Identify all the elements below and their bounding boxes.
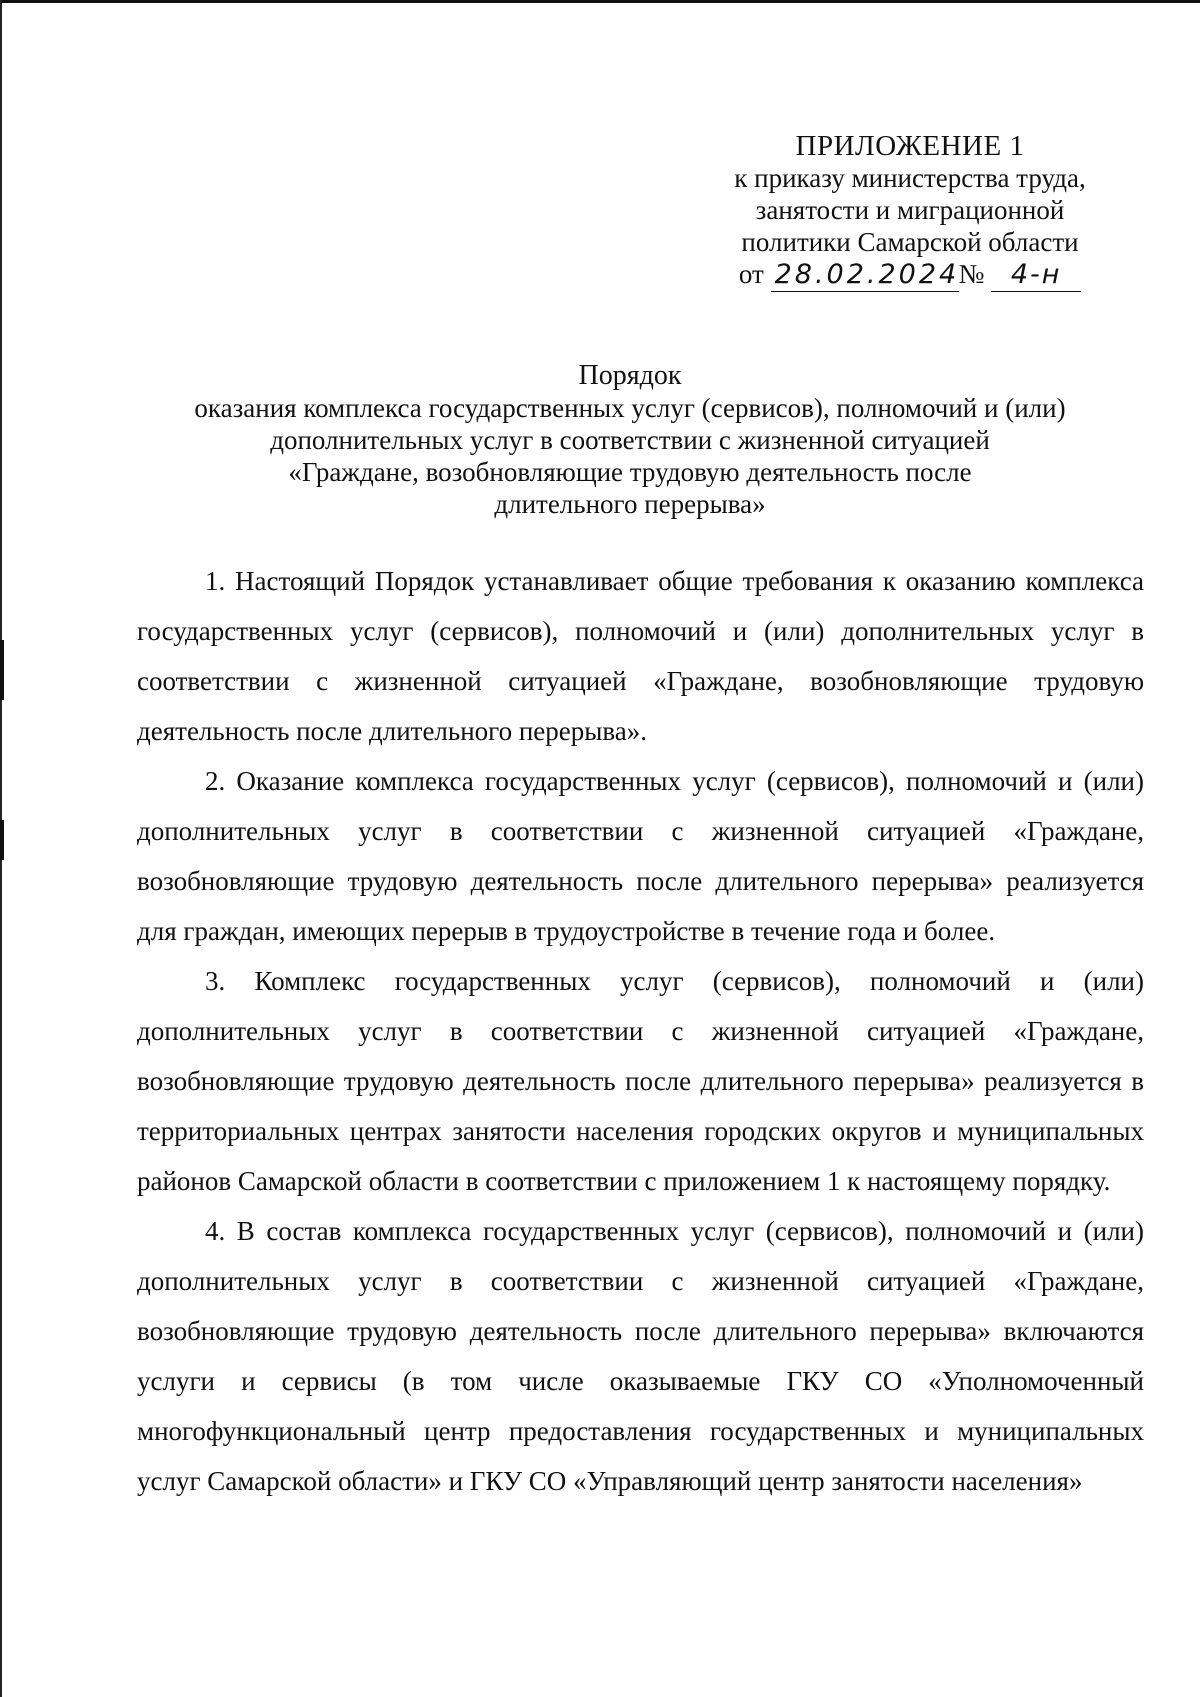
title-line-4: длительного перерыва»: [494, 489, 766, 519]
paragraph-2: 2. Оказание комплекса государственных услуг (сервисов), полномочий и (или) дополнительных услуг в соответствии с жизненной ситуацией «Граждане, возобновляющие трудовую деятельность после длительного перерыва» реализуется для граждан, имеющих перерыв в трудоустройстве в течение года и более.: [137, 766, 1144, 946]
date-prefix: от: [738, 259, 764, 289]
document-body: [137, 556, 1144, 1506]
paragraph-4: 4. В состав комплекса государственных услуг (сервисов), полномочий и (или) дополнительных услуг в соответствии с жизненной ситуацией «Граждане, возобновляющие трудовую деятельность после длительного перерыва» включаются услуги и сервисы (в том числе оказываемые ГКУ СО «Уполномоченный многофункциональный центр предоставления государственных и муниципальных услуг Самарской области» и ГКУ СО «Управляющий центр занятости населения»: [137, 1216, 1144, 1496]
document-title: [80, 360, 1180, 520]
approval-line-1: к приказу министерства труда,: [734, 163, 1086, 193]
handwritten-number: 4-н: [991, 259, 1081, 292]
title-line-2: дополнительных услуг в соответствии с жизненной ситуацией: [270, 425, 990, 455]
appendix-title: ПРИЛОЖЕНИЕ 1: [795, 130, 1025, 162]
approval-line-3: политики Самарской области: [741, 227, 1079, 257]
approval-date-line: [690, 258, 1130, 292]
scan-edge-mark: [0, 820, 4, 860]
scan-top-edge: [0, 0, 1200, 3]
number-prefix: №: [958, 259, 985, 289]
approval-line-2: занятости и миграционной: [755, 195, 1065, 225]
approval-block: [690, 130, 1130, 292]
document-heading: Порядок: [578, 360, 682, 391]
scan-edge-mark: [0, 640, 4, 700]
handwritten-date: 28.02.2024: [771, 259, 959, 292]
title-line-3: «Граждане, возобновляющие трудовую деятельность после: [288, 457, 972, 487]
title-line-1: оказания комплекса государственных услуг (сервисов), полномочий и (или): [194, 393, 1066, 423]
paragraph-1: 1. Настоящий Порядок устанавливает общие требования к оказанию комплекса государственных услуг (сервисов), полномочий и (или) дополнительных услуг в соответствии с жизненной ситуацией «Граждане, возобновляющие трудовую деятельность после длительного перерыва».: [137, 566, 1144, 746]
paragraph-3: 3. Комплекс государственных услуг (сервисов), полномочий и (или) дополнительных услуг в соответствии с жизненной ситуацией «Граждане, возобновляющие трудовую деятельность после длительного перерыва» реализуется в территориальных центрах занятости населения городских округов и муниципальных районов Самарской области в соответствии с приложением 1 к настоящему порядку.: [137, 966, 1144, 1196]
